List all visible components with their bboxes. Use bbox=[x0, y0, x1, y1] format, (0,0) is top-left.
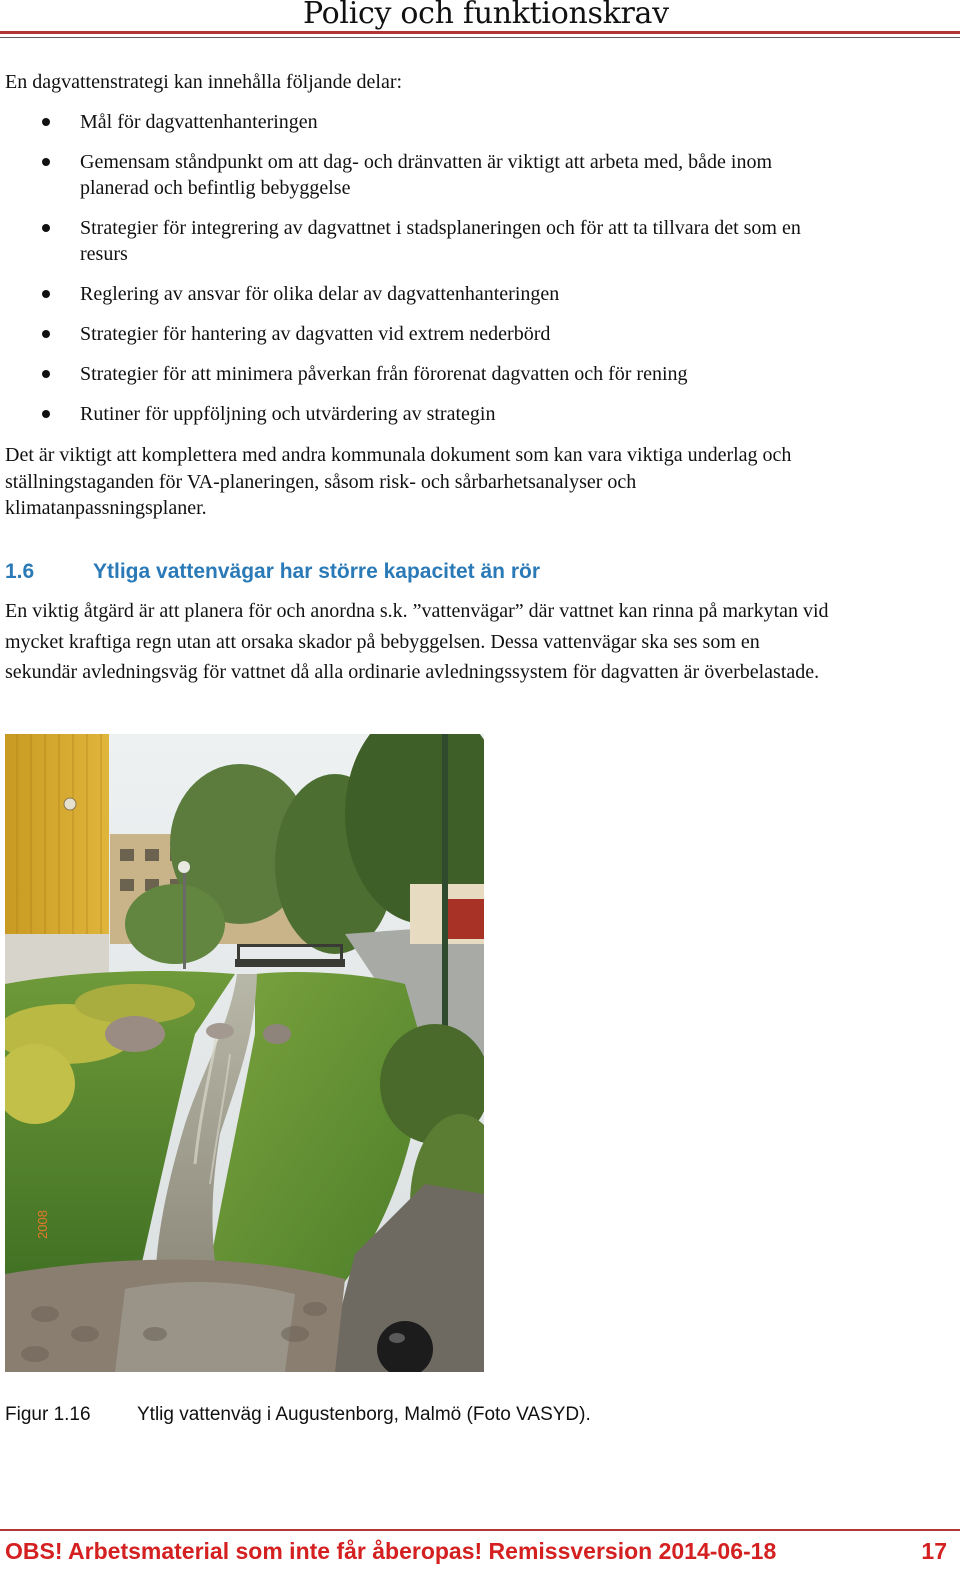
section-heading bbox=[5, 558, 540, 586]
header-rule bbox=[0, 31, 960, 34]
header-rule-thin bbox=[0, 37, 960, 38]
figure-caption bbox=[5, 1403, 591, 1427]
page-header-title: Policy och funktionskrav bbox=[303, 0, 669, 31]
paragraph-documents bbox=[5, 442, 791, 522]
page-footer bbox=[5, 1536, 947, 1566]
intro-text: En dagvattenstrategi kan innehålla följande delar: bbox=[5, 71, 403, 93]
figure-photo bbox=[5, 734, 484, 1372]
list-item-line: Reglering av ansvar för olika delar av dagvattenhanteringen bbox=[80, 283, 560, 305]
bullet-icon bbox=[42, 410, 50, 418]
list-item bbox=[0, 109, 801, 135]
paragraph-line: Det är viktigt att komplettera med andra kommunala dokument som kan vara viktiga underlag och bbox=[5, 444, 792, 466]
page-number: 17 bbox=[921, 1538, 947, 1564]
paragraph-waterways bbox=[5, 596, 829, 688]
list-item-line: planerad och befintlig bebyggelse bbox=[80, 177, 351, 199]
list-item bbox=[0, 215, 801, 267]
list-item bbox=[0, 401, 801, 427]
list-item-line: Strategier för integrering av dagvattnet i stadsplaneringen och för att ta tillvara det som en bbox=[80, 217, 801, 239]
section-number: 1.6 bbox=[5, 560, 35, 583]
bullet-icon bbox=[42, 224, 50, 232]
bullet-icon bbox=[42, 118, 50, 126]
bullet-icon bbox=[42, 370, 50, 378]
svg-text:2008: 2008 bbox=[35, 1210, 50, 1239]
bullet-icon bbox=[42, 158, 50, 166]
list-item bbox=[0, 149, 801, 201]
list-item-line: Rutiner för uppföljning och utvärdering av strategin bbox=[80, 403, 496, 425]
list-item-line: Strategier för hantering av dagvatten vid extrem nederbörd bbox=[80, 323, 551, 345]
list-item-line: Strategier för att minimera påverkan från förorenat dagvatten och för rening bbox=[80, 363, 688, 385]
footer-notice: OBS! Arbetsmaterial som inte får åberopas! Remissversion 2014-06-18 bbox=[5, 1538, 777, 1564]
paragraph-line: En viktig åtgärd är att planera för och anordna s.k. ”vattenvägar” där vattnet kan rinna på markytan vid bbox=[5, 600, 829, 622]
bullet-icon bbox=[42, 330, 50, 338]
list-item bbox=[0, 321, 801, 347]
paragraph-line: sekundär avledningsväg för vattnet då alla ordinarie avledningssystem för dagvatten är överbelastade. bbox=[5, 661, 820, 683]
figure-caption-text: Ytlig vattenväg i Augustenborg, Malmö (Foto VASYD). bbox=[137, 1404, 591, 1425]
strategy-list bbox=[0, 109, 801, 441]
bullet-icon bbox=[42, 290, 50, 298]
list-item-line: Mål för dagvattenhanteringen bbox=[80, 111, 318, 133]
list-item-line: Gemensam ståndpunkt om att dag- och dränvatten är viktigt att arbeta med, både inom bbox=[80, 151, 773, 173]
figure-label: Figur 1.16 bbox=[5, 1404, 91, 1425]
paragraph-line: ställningstaganden för VA-planeringen, såsom risk- och sårbarhetsanalyser och bbox=[5, 470, 637, 493]
list-item bbox=[0, 361, 801, 387]
list-item bbox=[0, 281, 801, 307]
paragraph-line: klimatanpassningsplaner. bbox=[5, 497, 207, 519]
paragraph-line: mycket kraftiga regn utan att orsaka skador på bebyggelsen. Dessa vattenvägar ska ses som en bbox=[5, 630, 760, 653]
section-title: Ytliga vattenvägar har större kapacitet än rör bbox=[93, 560, 540, 583]
list-item-line: resurs bbox=[80, 243, 128, 265]
footer-rule bbox=[0, 1529, 960, 1531]
